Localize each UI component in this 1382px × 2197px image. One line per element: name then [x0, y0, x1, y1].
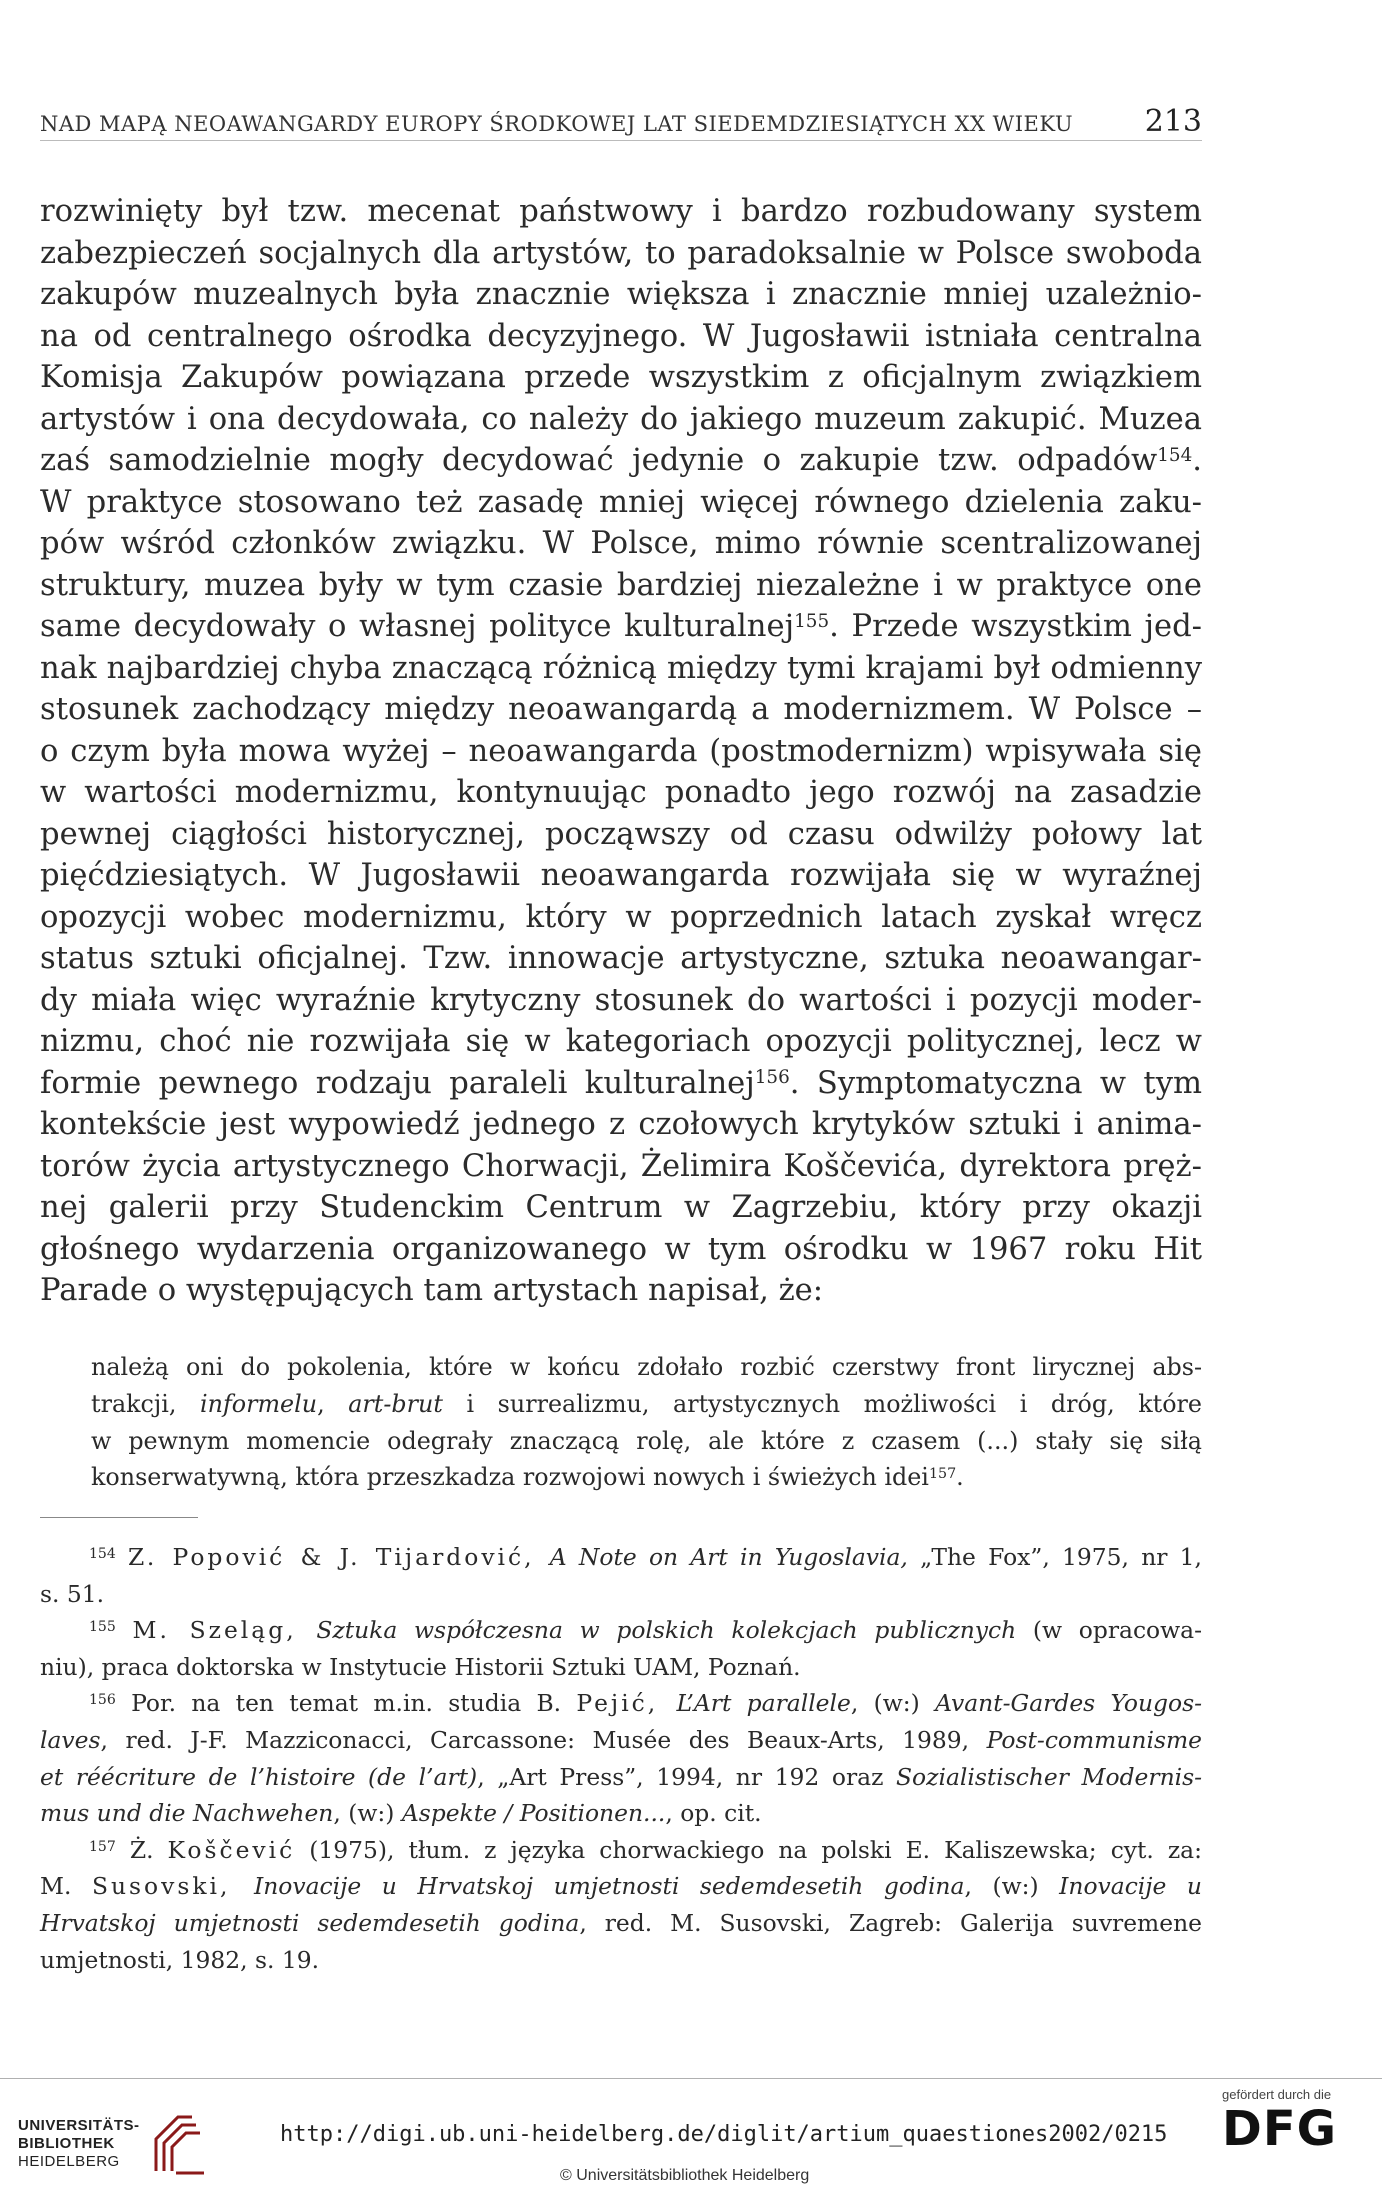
page-number: 213: [1144, 104, 1202, 139]
permalink-url[interactable]: http://digi.ub.uni-heidelberg.de/diglit/artium_quaestiones2002/0215: [280, 2122, 1168, 2147]
footnote-text: , (w:): [333, 1799, 402, 1828]
footnote-number: 156: [89, 1692, 116, 1709]
dfg-caption: gefördert durch die: [1222, 2087, 1332, 2102]
footnote-title: Inovacije u Hrvatskoj umjetnosti sedemdesetih godina: [254, 1872, 965, 1901]
library-name-line: UNIVERSITÄTS-: [18, 2117, 140, 2134]
body-line: na od centralnego ośrodka decyzyjnego. W Jugosławii istniała centralna: [40, 318, 1202, 354]
quote-line: [91, 1459, 1202, 1496]
body-line: nej galerii przy Studenckim Centrum w Zagrzebiu, który przy okazji: [40, 1190, 1202, 1225]
quote-text: trakcji,: [91, 1389, 201, 1418]
body-line: Komisja Zakupów powiązana przede wszystkim z oficjalnym związkiem: [40, 360, 1202, 395]
footnote-line: [40, 1722, 1202, 1759]
footnote-title: et réécriture de l’histoire (de l’art): [40, 1762, 478, 1791]
footnote-line: [40, 1759, 1202, 1796]
quote-text: ,: [317, 1389, 349, 1418]
quote-line: w pewnym momencie odegrały znaczącą rolę, ale które z czasem (...) stały się siłą: [91, 1426, 1202, 1455]
footnote-number: 154: [89, 1545, 116, 1562]
body-line: nizmu, choć nie rozwijała się w kategoriach opozycji politycznej, lecz w: [40, 1024, 1202, 1059]
body-line: struktury, muzea były w tym czasie bardziej niezależne i w praktyce one: [40, 567, 1202, 603]
footnote-text: (1975), tłum. z języka chorwackiego na polski E. Kaliszewska; cyt. za:: [295, 1835, 1203, 1864]
body-line: Parade o występujących tam artystach napisał, że:: [40, 1273, 824, 1308]
body-line-text: . Przede wszystkim jed-: [829, 609, 1202, 644]
footnote-ref-157[interactable]: 157: [928, 1466, 957, 1483]
body-line: status sztuki oficjalnej. Tzw. innowacje artystyczne, sztuka neoawangar-: [40, 941, 1202, 976]
body-line-text: zaś samodzielnie mogły decydować jedynie o zakupie tzw. odpadów: [40, 443, 1158, 478]
footnote-line: [40, 1905, 1202, 1942]
body-line: stosunek zachodzący między neoawangardą a modernizmem. W Polsce –: [40, 692, 1202, 727]
quote-italic: art-brut: [348, 1389, 443, 1418]
quote-text: .: [956, 1463, 964, 1492]
footnote-157: [40, 1832, 1202, 1869]
footnote-text: , (w:): [850, 1689, 936, 1718]
footnote-line: niu), praca doktorska w Instytucie Historii Sztuki UAM, Poznań.: [40, 1652, 801, 1681]
footnote-title: Sozialistischer Modernis-: [896, 1762, 1203, 1791]
body-line-text: . Symptomatyczna w tym: [789, 1065, 1202, 1101]
footnote-title: mus und die Nachwehen: [40, 1799, 334, 1828]
footnote-author: Koščević: [167, 1835, 296, 1864]
body-line: dy miała więc wyraźnie krytyczny stosunek do wartości i pozycji moder-: [40, 982, 1202, 1018]
body-line: zabezpieczeń socjalnych dla artystów, to paradoksalnie w Polsce swoboda: [40, 235, 1202, 271]
body-line: pewnej ciągłości historycznej, począwszy od czasu odwilży połowy lat: [40, 816, 1202, 852]
footnote-text: , „Art Press”, 1994, nr 192 oraz: [477, 1762, 897, 1791]
dfg-logo[interactable]: [1222, 2087, 1372, 2156]
library-emblem-icon: [148, 2109, 218, 2179]
body-line: [40, 606, 1202, 648]
body-line: nak najbardziej chyba znaczącą różnicą między tymi krajami był odmienny: [40, 650, 1202, 686]
body-line-text: same decydowały o własnej polityce kulturalnej: [40, 609, 795, 644]
body-line: opozycji wobec modernizmu, który w poprzednich latach zyskał wręcz: [40, 899, 1202, 935]
running-title: NAD MAPĄ NEOAWANGARDY EUROPY ŚRODKOWEJ LAT SIEDEMDZIESIĄTYCH XX WIEKU: [40, 112, 1074, 136]
library-name-line: HEIDELBERG: [18, 2153, 120, 2170]
footnote-line: umjetnosti, 1982, s. 19.: [40, 1945, 320, 1974]
quote-line: [91, 1386, 1202, 1423]
body-line: o czym była mowa wyżej – neoawangarda (postmodernizm) wpisywała się: [40, 733, 1202, 769]
footnote-text: , op. cit.: [665, 1799, 762, 1828]
body-line-end: .: [1192, 443, 1202, 478]
footnote-author: Susovski,: [91, 1872, 254, 1901]
body-line: pów wśród członków związku. W Polsce, mimo równie scentralizowanej: [40, 526, 1202, 561]
footnote-text: (w opracowa-: [1016, 1616, 1202, 1645]
footnote-title: L’Art parallele: [676, 1689, 851, 1718]
body-line: [40, 440, 1202, 482]
footnote-text: „The Fox”, 1975, nr 1,: [907, 1543, 1202, 1571]
body-line: kontekście jest wypowiedź jednego z czołowych krytyków sztuki i anima-: [40, 1107, 1202, 1142]
footnote-title: Avant-Gardes Yougos-: [935, 1689, 1203, 1718]
footnote-title: Post-communisme: [986, 1725, 1202, 1754]
footnote-title: Sztuka współczesna w polskich kolekcjach publicznych: [316, 1616, 1017, 1645]
footnote-author: Pejić,: [576, 1689, 677, 1718]
body-line: W praktyce stosowano też zasadę mniej więcej równego dzielenia zaku-: [40, 484, 1202, 520]
body-line: głośnego wydarzenia organizowanego w tym ośrodku w 1967 roku Hit: [40, 1231, 1202, 1267]
quote-italic: informelu: [200, 1389, 318, 1418]
footnote-154: [40, 1539, 1202, 1576]
footnote-line: [40, 1795, 1202, 1832]
library-name: [18, 2117, 140, 2171]
footnote-author: M. Szeląg,: [132, 1616, 317, 1645]
footnote-text: , red. J-F. Mazziconacci, Carcassone: Musée des Beaux-Arts, 1989,: [100, 1725, 987, 1754]
footnote-text: M.: [40, 1872, 92, 1901]
footnote-ref-156[interactable]: 156: [754, 1067, 790, 1089]
footnote-text: Ż.: [129, 1835, 168, 1864]
library-name-line: BIBLIOTHEK: [18, 2135, 115, 2152]
library-logo[interactable]: [18, 2109, 218, 2179]
body-line: [40, 1063, 1202, 1105]
footnote-title: Hrvatskoj umjetnosti sedemdesetih godina: [40, 1908, 580, 1937]
footnote-author: Z. Popović & J. Tijardović,: [128, 1543, 550, 1571]
body-line: artystów i ona decydowała, co należy do jakiego muzeum zakupić. Muzea: [40, 401, 1202, 437]
footnote-line: s. 51.: [40, 1579, 105, 1608]
body-line: rozwinięty był tzw. mecenat państwowy i bardzo rozbudowany system: [40, 194, 1202, 229]
footnote-text: Por. na ten temat m.in. studia B.: [131, 1689, 577, 1718]
body-line: w wartości modernizmu, kontynuując ponadto jego rozwój na zasadzie: [40, 775, 1202, 810]
footnote-line: [40, 1868, 1202, 1905]
footnote-ref-154[interactable]: 154: [1157, 444, 1193, 466]
footnote-number: 155: [89, 1619, 116, 1636]
footnote-155: [40, 1612, 1202, 1649]
footnote-ref-155[interactable]: 155: [794, 610, 830, 632]
footnote-title: laves: [40, 1725, 101, 1754]
footnotes: [40, 1539, 1202, 1978]
copyright-notice: © Universitätsbibliothek Heidelberg: [560, 2167, 810, 2184]
quote-line: należą oni do pokolenia, które w końcu zdołało rozbić czerstwy front lirycznej abs-: [91, 1353, 1202, 1381]
footnote-separator: [40, 1517, 198, 1518]
footnote-title: A Note on Art in Yugoslavia,: [549, 1543, 908, 1571]
body-line: torów życia artystycznego Chorwacji, Żelimira Koščevića, dyrektora pręż-: [40, 1148, 1202, 1184]
quote-text: konserwatywną, która przeszkadza rozwojowi nowych i świeżych idei: [91, 1463, 929, 1492]
quote-text: i surrealizmu, artystycznych możliwości i dróg, które: [442, 1389, 1203, 1418]
footnote-156: [40, 1685, 1202, 1722]
footnote-text: , red. M. Susovski, Zagreb: Galerija suvremene: [579, 1908, 1202, 1937]
body-line: zakupów muzealnych była znacznie większa i znacznie mniej uzależnio-: [40, 277, 1202, 312]
dfg-wordmark: DFG: [1222, 2101, 1338, 2157]
footer-bar: [0, 2079, 1382, 2197]
main-body-text: [40, 191, 1202, 1312]
header-rule: [40, 140, 1202, 141]
body-line: pięćdziesiątych. W Jugosławii neoawangarda rozwijała się w wyraźnej: [40, 858, 1202, 893]
footnote-number: 157: [89, 1838, 116, 1855]
body-line-text: formie pewnego rodzaju paraleli kulturalnej: [40, 1065, 755, 1101]
footnote-text: , (w:): [964, 1872, 1060, 1901]
running-header: [40, 104, 1202, 139]
block-quote: [91, 1349, 1202, 1496]
footnote-title: Aspekte / Positionen...: [401, 1799, 666, 1828]
footnote-title: Inovacije u: [1059, 1872, 1202, 1901]
